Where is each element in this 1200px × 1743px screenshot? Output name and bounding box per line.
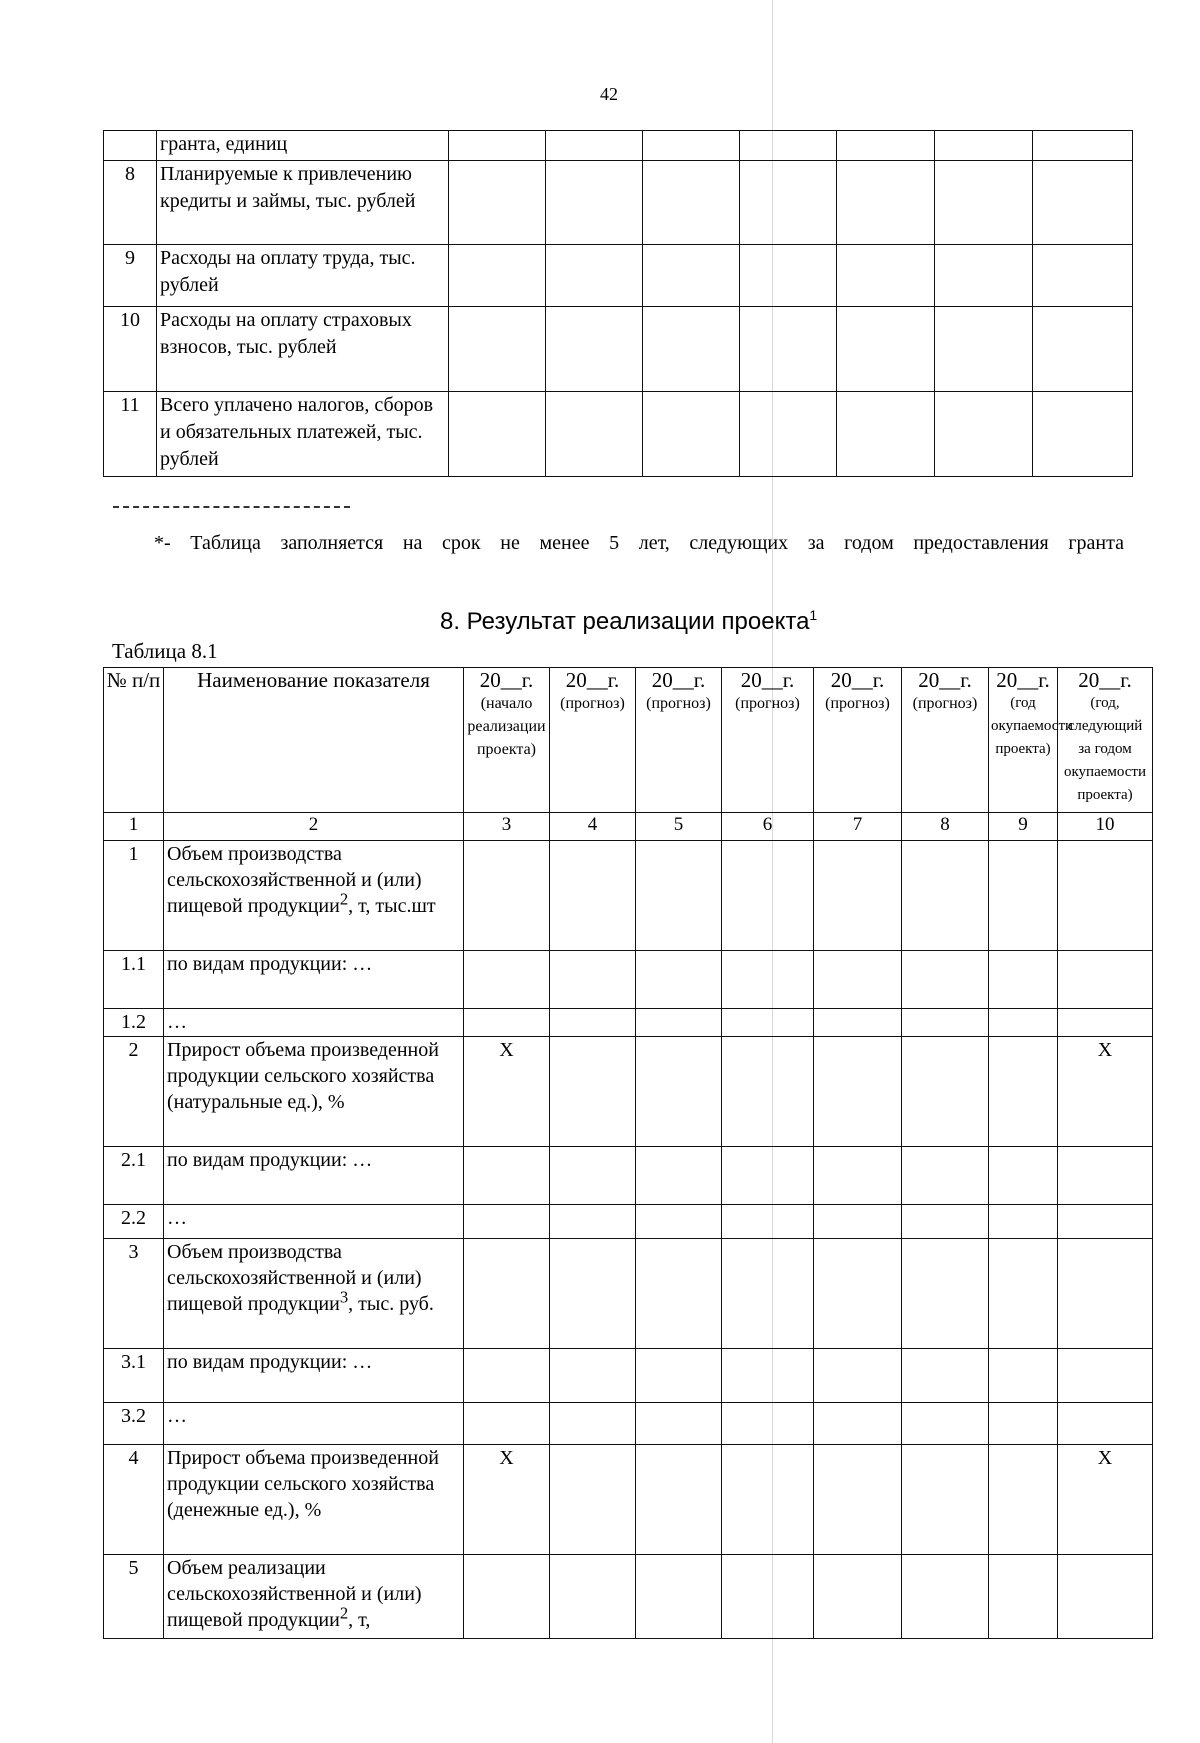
row-label: Прирост объема произведенной продукции сельского хозяйства (натуральные ед.), % <box>164 1037 464 1147</box>
row-number: 1.2 <box>104 1009 164 1037</box>
header-year: 20__г. (прогноз) <box>902 668 989 813</box>
table-row <box>104 951 1153 1009</box>
table-row <box>104 1445 1153 1555</box>
row-label: Планируемые к привлечению кредиты и займы, тыс. рублей <box>157 161 449 245</box>
row-label: по видам продукции: … <box>164 1349 464 1403</box>
header-year: 20__г. (год окупаемости проекта) <box>989 668 1058 813</box>
row-number: 9 <box>104 245 157 307</box>
row-number: 2.2 <box>104 1205 164 1239</box>
row-number: 3.1 <box>104 1349 164 1403</box>
row-label: Объем реализации сельскохозяйственной и (или) пищевой продукции$^2$, т, <box>164 1555 464 1639</box>
column-index: 1 <box>104 813 164 841</box>
header-year: 20__г. (прогноз) <box>636 668 722 813</box>
table-row <box>104 1147 1153 1205</box>
row-number: 5 <box>104 1555 164 1639</box>
row-number: 3.2 <box>104 1403 164 1445</box>
cell-col-10 <box>1058 951 1153 1009</box>
cell-col-3 <box>464 951 550 1009</box>
row-label: … <box>164 1205 464 1239</box>
cell-col-10 <box>1058 1349 1153 1403</box>
table-row <box>104 307 1133 392</box>
page-number: 42 <box>600 84 618 104</box>
cell-col-3 <box>464 1555 550 1639</box>
footnote-separator <box>113 506 350 508</box>
column-index: 4 <box>550 813 636 841</box>
cell-col-3 <box>464 1205 550 1239</box>
header-year: 20__г. (прогноз) <box>814 668 902 813</box>
row-number: 2 <box>104 1037 164 1147</box>
table-row <box>104 1403 1153 1445</box>
row-number <box>104 131 157 161</box>
header-indicator-name: Наименование показателя <box>164 668 464 813</box>
column-index: 5 <box>636 813 722 841</box>
column-index: 2 <box>164 813 464 841</box>
row-number: 2.1 <box>104 1147 164 1205</box>
column-index-row <box>104 813 1153 841</box>
column-index: 6 <box>722 813 814 841</box>
cell-col-3 <box>464 1403 550 1445</box>
table-continuation <box>103 130 1133 477</box>
cell-col-10 <box>1058 1239 1153 1349</box>
cell-col-10 <box>1058 1205 1153 1239</box>
results-table <box>103 667 1153 1639</box>
table-caption: Таблица 8.1 <box>112 639 218 663</box>
row-label: Объем производства сельскохозяйственной и (или) пищевой продукции$^2$, т, тыс.шт <box>164 841 464 951</box>
row-label: Расходы на оплату страховых взносов, тыс. рублей <box>157 307 449 392</box>
column-index: 10 <box>1058 813 1153 841</box>
table-row <box>104 1205 1153 1239</box>
header-year: 20__г. (прогноз) <box>722 668 814 813</box>
table-row <box>104 1349 1153 1403</box>
table-footnote: *- Таблица заполняется на срок не менее 5 лет, следующих за годом предоставления гранта <box>154 532 1124 554</box>
table-row <box>104 392 1133 477</box>
cell-col-3 <box>464 1009 550 1037</box>
table-row <box>104 1555 1153 1639</box>
table-row <box>104 1239 1153 1349</box>
row-label: Расходы на оплату труда, тыс. рублей <box>157 245 449 307</box>
row-number: 1.1 <box>104 951 164 1009</box>
table-row <box>104 1037 1153 1147</box>
row-label: … <box>164 1403 464 1445</box>
row-label: Всего уплачено налогов, сборов и обязательных платежей, тыс. рублей <box>157 392 449 477</box>
row-label: … <box>164 1009 464 1037</box>
table-row <box>104 161 1133 245</box>
cell-col-3 <box>464 1147 550 1205</box>
cell-col-10 <box>1058 1009 1153 1037</box>
table-row <box>104 245 1133 307</box>
row-label: по видам продукции: … <box>164 951 464 1009</box>
column-index: 8 <box>902 813 989 841</box>
cell-col-3 <box>464 841 550 951</box>
row-number: 1 <box>104 841 164 951</box>
header-number: № п/п <box>104 668 164 813</box>
cell-col-10: Х <box>1058 1445 1153 1555</box>
header-year: 20__г. (прогноз) <box>550 668 636 813</box>
header-year: 20__г. (год, следующий за годом окупаемости проекта) <box>1058 668 1153 813</box>
table-row <box>104 841 1153 951</box>
cell-col-3: Х <box>464 1037 550 1147</box>
row-number: 3 <box>104 1239 164 1349</box>
cell-col-10 <box>1058 1555 1153 1639</box>
table-row <box>104 1009 1153 1037</box>
row-number: 11 <box>104 392 157 477</box>
cell-col-3 <box>464 1239 550 1349</box>
header-year: 20__г. (начало реализации проекта) <box>464 668 550 813</box>
column-index: 3 <box>464 813 550 841</box>
section-title: 8. Результат реализации проекта$^1$ <box>440 607 818 635</box>
cell-col-10 <box>1058 1147 1153 1205</box>
row-number: 4 <box>104 1445 164 1555</box>
cell-col-10 <box>1058 841 1153 951</box>
column-index: 7 <box>814 813 902 841</box>
cell-col-10: Х <box>1058 1037 1153 1147</box>
row-number: 10 <box>104 307 157 392</box>
table-header-row <box>104 668 1153 813</box>
column-index: 9 <box>989 813 1058 841</box>
cell-col-10 <box>1058 1403 1153 1445</box>
row-label: по видам продукции: … <box>164 1147 464 1205</box>
row-label: Объем производства сельскохозяйственной и (или) пищевой продукции$^3$, тыс. руб. <box>164 1239 464 1349</box>
cell-col-3: Х <box>464 1445 550 1555</box>
table-row <box>104 131 1133 161</box>
row-number: 8 <box>104 161 157 245</box>
cell-col-3 <box>464 1349 550 1403</box>
row-label: гранта, единиц <box>157 131 449 161</box>
row-label: Прирост объема произведенной продукции сельского хозяйства (денежные ед.), % <box>164 1445 464 1555</box>
